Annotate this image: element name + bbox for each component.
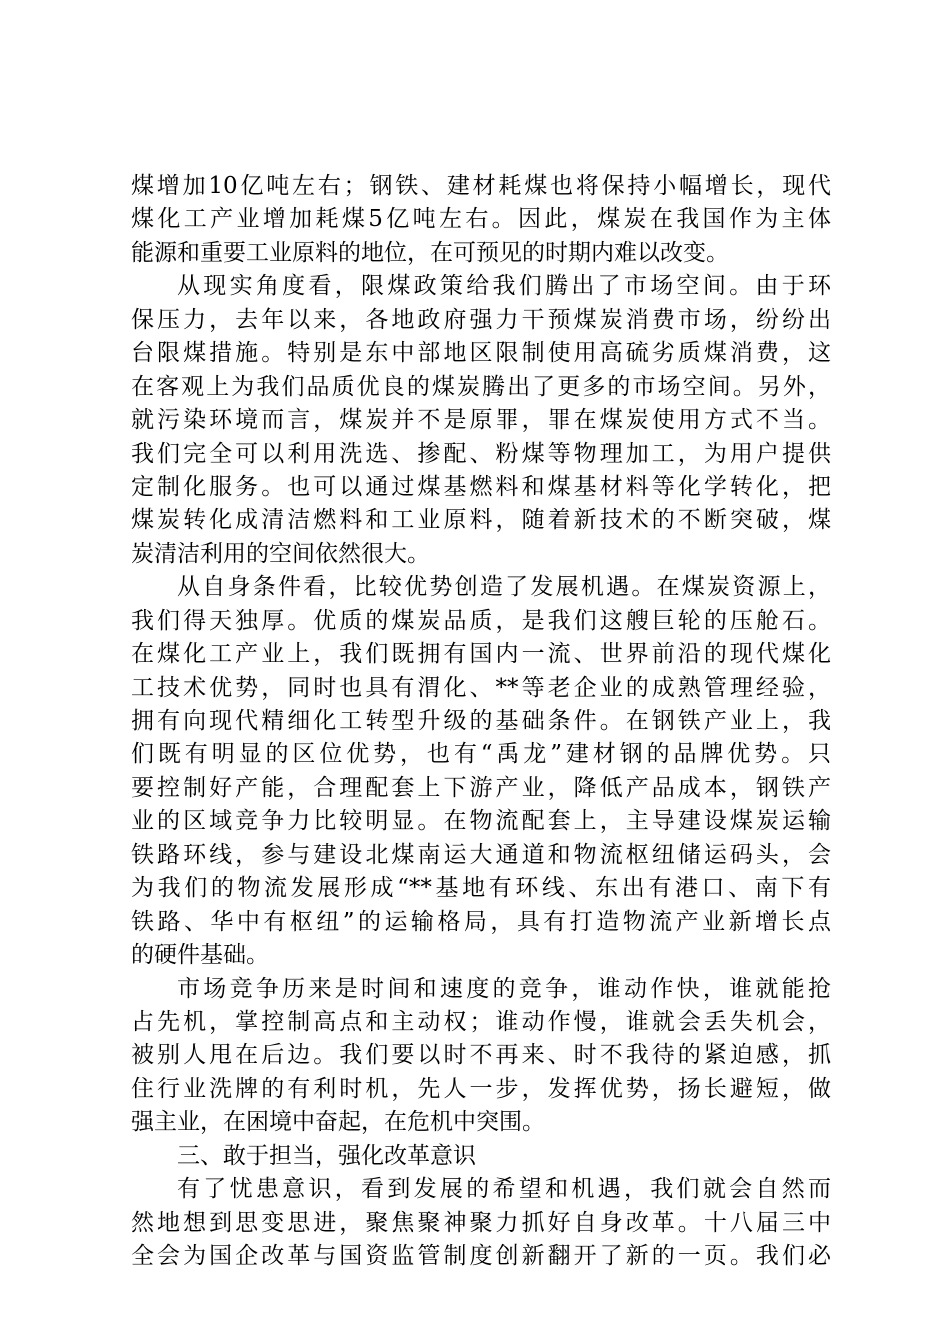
section-heading: 三、敢于担当，强化改革意识	[177, 1142, 476, 1169]
paragraph-line: 铁路环线，参与建设北煤南运大通道和物流枢纽储运码头，会	[131, 841, 831, 868]
paragraph-line: 要控制好产能，合理配套上下游产业，降低产品成本，钢铁产	[131, 774, 831, 801]
paragraph-line: 炭清洁利用的空间依然很大。	[131, 540, 430, 567]
paragraph-line: 就污染环境而言，煤炭并不是原罪，罪在煤炭使用方式不当。	[131, 407, 831, 434]
paragraph-line: 然地想到思变思进，聚焦聚神聚力抓好自身改革。十八届三中	[131, 1209, 831, 1236]
paragraph-line: 我们完全可以利用洗选、掺配、粉煤等物理加工，为用户提供	[131, 440, 831, 467]
paragraph-line: 强主业，在困境中奋起，在危机中突围。	[131, 1109, 545, 1136]
paragraph-line: 台限煤措施。特别是东中部地区限制使用高硫劣质煤消费，这	[131, 340, 831, 367]
paragraph-line: 的硬件基础。	[131, 942, 269, 969]
paragraph-line: 有了忧患意识，看到发展的希望和机遇，我们就会自然而	[177, 1176, 831, 1203]
paragraph-line: 从现实角度看，限煤政策给我们腾出了市场空间。由于环	[177, 273, 831, 300]
paragraph-line: 们既有明显的区位优势，也有“禹龙”建材钢的品牌优势。只	[131, 741, 831, 768]
paragraph-line: 工技术优势，同时也具有渭化、**等老企业的成熟管理经验，	[131, 674, 831, 701]
paragraph-line: 在煤化工产业上，我们既拥有国内一流、世界前沿的现代煤化	[131, 641, 831, 668]
paragraph-line: 占先机，掌控制高点和主动权；谁动作慢，谁就会丢失机会，	[131, 1008, 831, 1035]
paragraph-line: 被别人甩在后边。我们要以时不再来、时不我待的紧迫感，抓	[131, 1042, 831, 1069]
paragraph-line: 煤增加10亿吨左右；钢铁、建材耗煤也将保持小幅增长，现代	[131, 173, 831, 199]
paragraph-line: 全会为国企改革与国资监管制度创新翻开了新的一页。我们必	[131, 1243, 831, 1269]
paragraph-line: 能源和重要工业原料的地位，在可预见的时期内难以改变。	[131, 239, 729, 266]
paragraph-line: 保压力，去年以来，各地政府强力干预煤炭消费市场，纷纷出	[131, 306, 831, 333]
paragraph-line: 定制化服务。也可以通过煤基燃料和煤基材料等化学转化，把	[131, 473, 831, 500]
paragraph-line: 我们得天独厚。优质的煤炭品质，是我们这艘巨轮的压舱石。	[131, 607, 831, 634]
document-body	[131, 170, 831, 1273]
paragraph-line: 在客观上为我们品质优良的煤炭腾出了更多的市场空间。另外，	[131, 373, 831, 400]
paragraph-line: 铁路、华中有枢纽”的运输格局，具有打造物流产业新增长点	[131, 908, 831, 935]
paragraph-line: 住行业洗牌的有利时机，先人一步，发挥优势，扬长避短，做	[131, 1075, 831, 1102]
paragraph-line: 煤化工产业增加耗煤5亿吨左右。因此，煤炭在我国作为主体	[131, 206, 831, 233]
paragraph-line: 业的区域竞争力比较明显。在物流配套上，主导建设煤炭运输	[131, 808, 831, 835]
paragraph-line: 为我们的物流发展形成“**基地有环线、东出有港口、南下有	[131, 875, 831, 902]
paragraph-line: 从自身条件看，比较优势创造了发展机遇。在煤炭资源上，	[177, 574, 831, 601]
paragraph-line: 煤炭转化成清洁燃料和工业原料，随着新技术的不断突破，煤	[131, 507, 831, 534]
paragraph-line: 市场竞争历来是时间和速度的竞争，谁动作快，谁就能抢	[177, 975, 831, 1002]
paragraph-line: 拥有向现代精细化工转型升级的基础条件。在钢铁产业上，我	[131, 708, 831, 734]
